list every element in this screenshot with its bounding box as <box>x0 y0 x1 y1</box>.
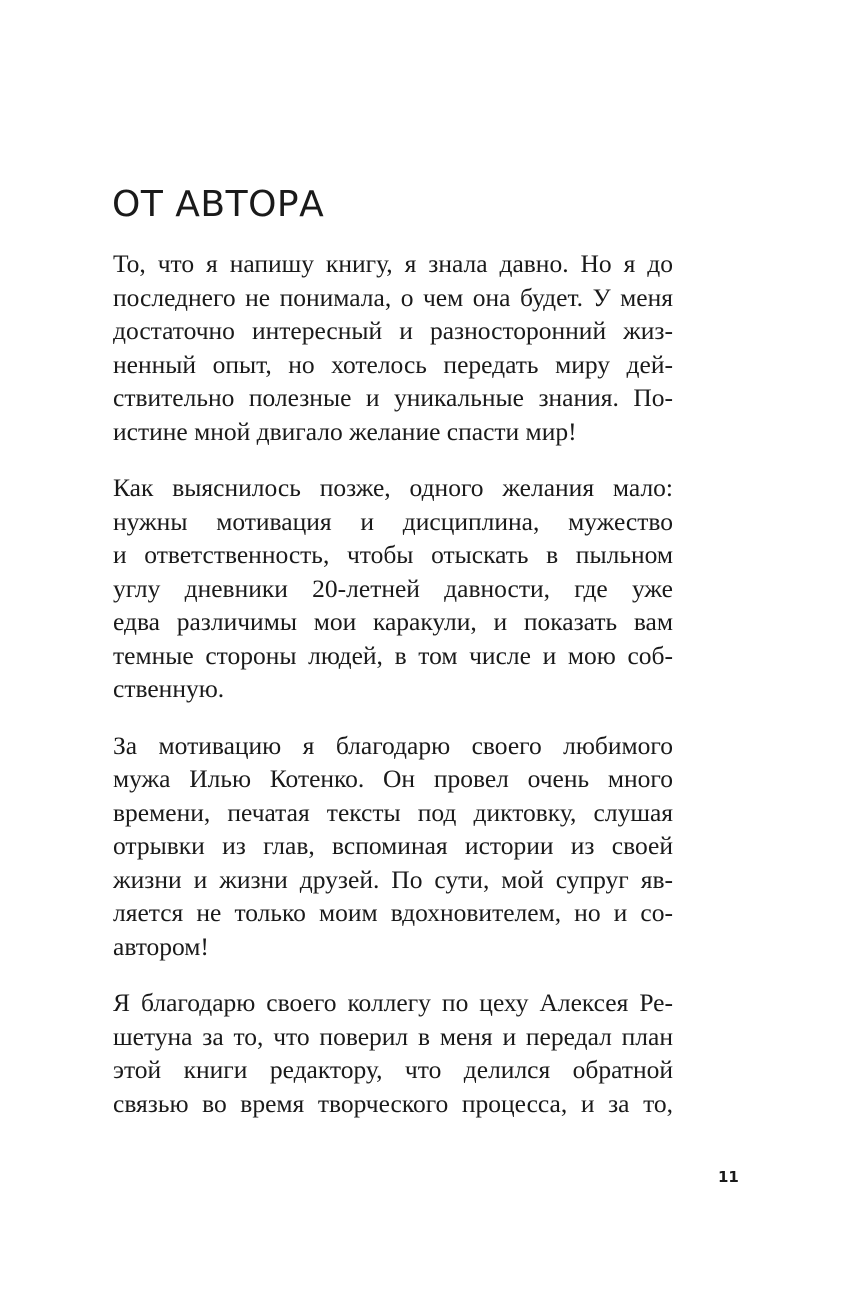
paragraph-4 <box>113 986 673 1120</box>
text-line: ненный опыт, но хотелось передать миру дей- <box>113 349 673 379</box>
paragraph-3 <box>113 729 673 964</box>
text-line: ствительно полезные и уникальные знания. По- <box>113 383 673 412</box>
text-line: времени, печатая тексты под диктовку, слушая <box>113 797 673 827</box>
text-line: За мотивацию я благодарю своего любимого <box>113 730 673 760</box>
paragraph-1 <box>113 247 673 448</box>
text-line: нужны мотивация и дисциплина, мужество <box>113 506 673 536</box>
page-number: 11 <box>718 1168 739 1186</box>
text-line: Я благодарю своего коллегу по цеху Алексея Ре- <box>113 988 673 1017</box>
paragraph-2 <box>113 471 673 706</box>
body-text <box>113 247 673 1143</box>
text-line: достаточно интересный и разносторонний жиз- <box>113 316 673 345</box>
text-line: углу дневники 20-летней давности, где уже <box>113 573 673 603</box>
text-line: отрывки из глав, вспоминая истории из своей <box>113 831 673 860</box>
text-line: автором! <box>113 931 209 961</box>
text-line: мужа Илью Котенко. Он провел очень много <box>113 764 673 793</box>
text-line: и ответственность, чтобы отыскать в пыльном <box>113 540 673 569</box>
chapter-title: ОТ АВТОРА <box>112 184 325 225</box>
text-line: едва различимы мои каракули, и показать вам <box>113 607 673 636</box>
text-line: связью во время творческого процесса, и за то, <box>113 1088 673 1118</box>
text-line: жизни и жизни друзей. По сути, мой супруг яв- <box>113 864 673 894</box>
text-line: темные стороны людей, в том числе и мою соб- <box>113 640 673 670</box>
text-line: этой книги редактору, что делился обратной <box>113 1055 673 1084</box>
text-line: последнего не понимала, о чем она будет. У меня <box>113 282 673 312</box>
text-line: шетуна за то, что поверил в меня и передал план <box>113 1021 673 1051</box>
text-line: истине мной двигало желание спасти мир! <box>113 416 577 446</box>
text-line: Как выяснилось позже, одного желания мало: <box>113 473 673 502</box>
text-line: ственную. <box>113 674 225 703</box>
text-line: То, что я напишу книгу, я знала давно. Но я до <box>113 249 673 278</box>
text-line: ляется не только моим вдохновителем, но и со- <box>113 898 673 927</box>
